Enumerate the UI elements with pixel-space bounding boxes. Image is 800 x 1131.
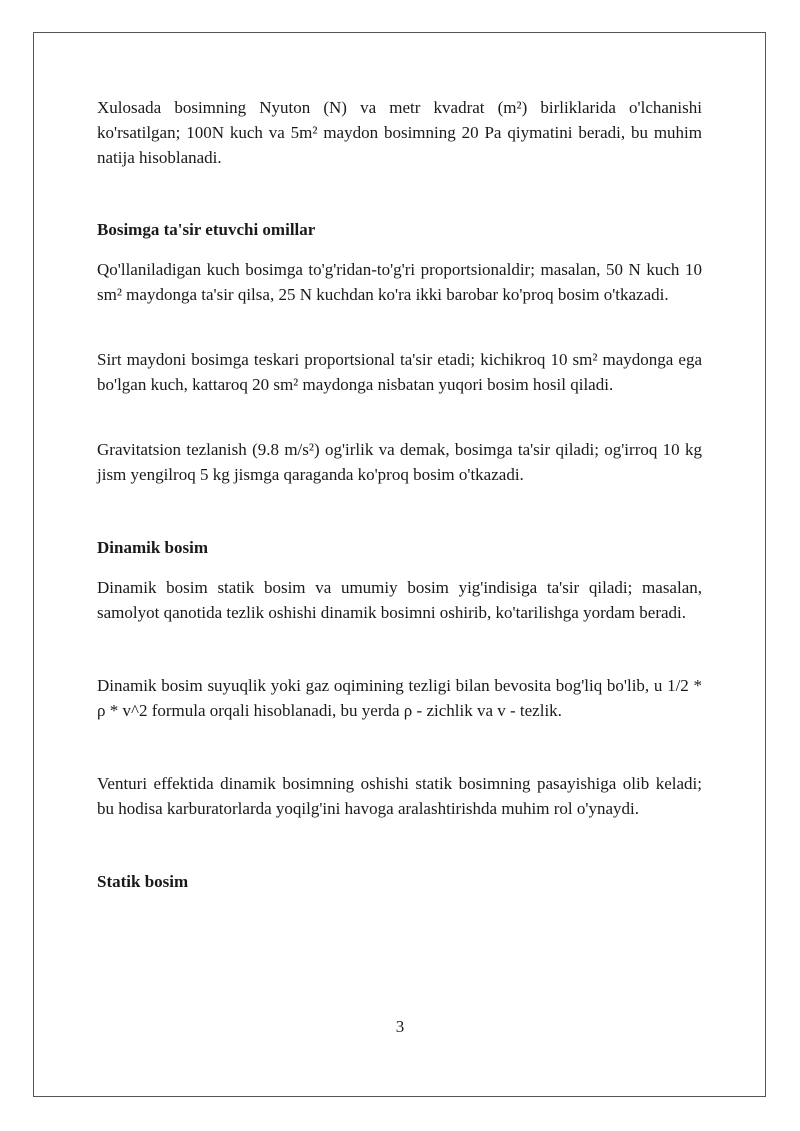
- paragraph-conclusion: Xulosada bosimning Nyuton (N) va metr kvadrat (m²) birliklarida o'lchanishi ko'rsatilgan; 100N kuch va 5m² maydon bosimning 20 Pa qiymatini beradi, bu muhim natija hisoblanadi.: [97, 98, 702, 167]
- paragraph-dynamic-formula: Dinamik bosim suyuqlik yoki gaz oqimining tezligi bilan bevosita bog'liq bo'lib, u 1/2 * ρ * v^2 formula orqali hisoblanadi, bu yerda ρ - zichlik va v - tezlik.: [97, 676, 702, 720]
- section-heading-static: Statik bosim: [97, 872, 189, 891]
- paragraph-venturi: Venturi effektida dinamik bosimning oshishi statik bosimning pasayishiga olib keladi; bu hodisa karburatorlarda yoqilg'ini havoga aralashtirishda muhim rol o'ynaydi.: [97, 774, 702, 818]
- page-content: [97, 95, 702, 894]
- paragraph-force: Qo'llaniladigan kuch bosimga to'g'ridan-to'g'ri proportsionaldir; masalan, 50 N kuch 10 sm² maydonga ta'sir qilsa, 25 N kuchdan ko'ra ikki barobar ko'proq bosim o'tkazadi.: [97, 260, 702, 304]
- paragraph-dynamic-lift: Dinamik bosim statik bosim va umumiy bosim yig'indisiga ta'sir qiladi; masalan, samolyot qanotida tezlik oshishi dinamik bosimni oshirib, ko'tarilishga yordam beradi.: [97, 578, 702, 622]
- page-number: 3: [395, 1017, 405, 1036]
- paragraph-gravity: Gravitatsion tezlanish (9.8 m/s²) og'irlik va demak, bosimga ta'sir qiladi; og'irroq 10 kg jism yengilroq 5 kg jismga qaraganda ko'proq bosim o'tkazadi.: [97, 440, 702, 484]
- section-heading-dynamic: Dinamik bosim: [97, 538, 208, 557]
- paragraph-area: Sirt maydoni bosimga teskari proportsional ta'sir etadi; kichikroq 10 sm² maydonga ega bo'lgan kuch, kattaroq 20 sm² maydonga nisbatan yuqori bosim hosil qiladi.: [97, 350, 702, 394]
- section-heading-factors: Bosimga ta'sir etuvchi omillar: [97, 220, 316, 239]
